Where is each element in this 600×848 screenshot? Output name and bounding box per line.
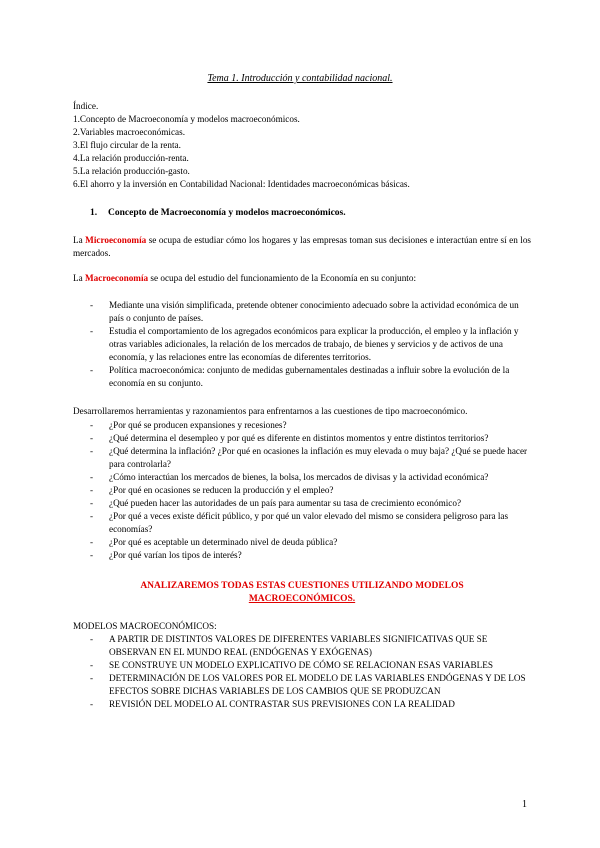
list-item: - ¿Qué determina la inflación? ¿Por qué en ocasiones la inflación es muy elevada o muy baja? ¿Qué se puede hacer para controlarla? xyxy=(90,445,530,471)
index-item: 3.El flujo circular de la renta. xyxy=(73,140,181,150)
list-item: - Política macroeconómica: conjunto de medidas gubernamentales destinadas a influir sobre la evolución de la economía en su conjunto. xyxy=(90,364,530,390)
index-item: 6.El ahorro y la inversión en Contabilidad Nacional: Identidades macroeconómicas básicas. xyxy=(73,179,410,189)
models-list xyxy=(90,633,530,711)
section-number: 1. xyxy=(90,208,98,218)
list-item: - REVISIÓN DEL MODELO AL CONTRASTAR SUS PREVISIONES CON LA REALIDAD xyxy=(90,698,530,711)
list-item: - SE CONSTRUYE UN MODELO EXPLICATIVO DE CÓMO SE RELACIONAN ESAS VARIABLES xyxy=(90,659,530,672)
list-item: - ¿Por qué varían los tipos de interés? xyxy=(90,549,530,562)
list-item: - Mediante una visión simplificada, pretende obtener conocimiento adecuado sobre la actividad económica de un país o conjunto de países. xyxy=(90,299,530,325)
page-number: 1 xyxy=(522,799,527,810)
page-title: Tema 1. Introducción y contabilidad nacional. xyxy=(207,73,393,84)
list-item: - Estudia el comportamiento de los agregados económicos para explicar la producción, el empleo y la inflación y otras variables adicionales, la relación de los mercados de trabajo, de bienes y servicios y de activos de una economía, y las relaciones entre las economías de diferentes territorios. xyxy=(90,325,530,364)
index-section xyxy=(73,100,533,191)
micro-term: Microeconomía xyxy=(85,235,147,245)
index-label: Índice. xyxy=(73,101,99,111)
list-item: - ¿Por qué se producen expansiones y recesiones? xyxy=(90,419,530,432)
list-item: - ¿Por qué a veces existe déficit público, y por qué un valor elevado del mismo se considera peligroso para las economías? xyxy=(90,510,530,536)
list-item: - ¿Cómo interactúan los mercados de bienes, la bolsa, los mercados de divisas y la actividad económica? xyxy=(90,471,530,484)
index-item: 2.Variables macroeconómicas. xyxy=(73,127,185,137)
questions-list xyxy=(90,419,530,562)
section-heading-text: Concepto de Macroeconomía y modelos macroeconómicos. xyxy=(108,208,346,218)
list-item: - DETERMINACIÓN DE LOS VALORES POR EL MODELO DE LAS VARIABLES ENDÓGENAS Y DE LOS EFECTOS SOBRE DICHAS VARIABLES DE LOS CAMBIOS QUE SE PRODUZCAN xyxy=(90,672,530,698)
macro-term: Macroeconomía xyxy=(85,273,149,283)
highlight-line: ANALIZAREMOS TODAS ESTAS CUESTIONES UTILIZANDO MODELOS xyxy=(140,581,464,591)
list-item: - ¿Por qué es aceptable un determinado nivel de deuda pública? xyxy=(90,536,530,549)
section-heading xyxy=(90,207,346,220)
macro-bullets xyxy=(90,299,530,390)
list-item: - ¿Por qué en ocasiones se reducen la producción y el empleo? xyxy=(90,484,530,497)
list-item: - ¿Qué pueden hacer las autoridades de un país para aumentar su tasa de crecimiento económico? xyxy=(90,497,530,510)
list-item: - ¿Qué determina el desempleo y por qué es diferente en distintos momentos y entre distintos territorios? xyxy=(90,432,530,445)
index-item: 4.La relación producción-renta. xyxy=(73,153,189,163)
macro-paragraph: La Macroeconomía se ocupa del estudio del funcionamiento de la Economía en su conjunto: xyxy=(73,273,417,283)
tools-intro: Desarrollaremos herramientas y razonamientos para enfrentarnos a las cuestiones de tipo macroeconómico. xyxy=(73,406,468,416)
highlight-statement xyxy=(73,580,531,606)
micro-paragraph: La Microeconomía se ocupa de estudiar cómo los hogares y las empresas toman sus decisiones e interactúan entre sí en los mercados. xyxy=(73,235,531,258)
list-item: - A PARTIR DE DISTINTOS VALORES DE DIFERENTES VARIABLES SIGNIFICATIVAS QUE SE OBSERVAN EN EL MUNDO REAL (ENDÓGENAS Y EXÓGENAS) xyxy=(90,633,530,659)
index-item: 5.La relación producción-gasto. xyxy=(73,166,190,176)
index-item: 1.Concepto de Macroeconomía y modelos macroeconómicos. xyxy=(73,114,300,124)
models-label: MODELOS MACROECONÓMICOS: xyxy=(73,621,217,631)
highlight-line: MACROECONÓMICOS. xyxy=(248,594,356,604)
